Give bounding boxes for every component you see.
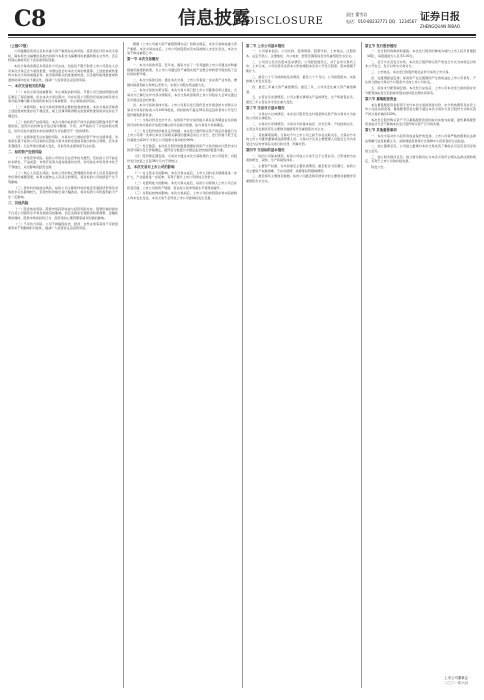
article-heading: 第二节 上市公司基本情况 xyxy=(246,43,285,48)
article-paragraph: 一、本次交易的背景。近年来，国家出台了一系列鼓励上市公司通过并购重组做优做强的政策，为上市公司通过资产重组实现产业整合和转型升级创造了良好的政策环境。 xyxy=(127,63,237,77)
article-paragraph: （一）对主营业务的影响。本次交易完成后，上市公司的业务规模将进一步扩大，产业链将进一步延伸，有利于提升上市公司的综合竞争力。 xyxy=(127,170,237,180)
article-heading: 二、标的资产经营风险 xyxy=(8,150,42,155)
article-paragraph: 二、独立董事意见。公司独立董事对本次交易发表了事前认可意见及同意的独立意见。 xyxy=(365,144,476,154)
article-paragraph: 一、发行股份的种类和面值。本次发行股份的种类为境内上市人民币普通股（A股），每股面值为人民币1.00元。 xyxy=(365,49,476,58)
article-paragraph: （三）对股权结构的影响。本次交易前后，上市公司的控股股东和实际控制人均未发生变化，本次交易不会导致上市公司控制权发生变更。 xyxy=(127,191,237,200)
signature-date: 二〇二一年六月 xyxy=(444,681,468,685)
column-2 xyxy=(127,42,237,688)
contact-line: 电话：010-80232771 QQ：1234567 xyxy=(346,19,417,24)
article-paragraph: （三）标的资产估值风险。本次交易的标的资产的评估值较其账面净资产增值较高，虽然评估机构在评估过程中勤勉、尽责，并严格执行了评估的相关规定，但仍可能出现因未来实际情况与评估假设不一致的情形。 xyxy=(8,119,118,134)
header-rule-thick xyxy=(8,34,476,36)
article-paragraph: （四）股份锁定期安排。交易对方通过本次交易取得的上市公司股份，自股份发行结束之日起36个月内不得转让。 xyxy=(127,154,237,163)
article-heading: 第六节 募集配套资金 xyxy=(365,96,397,101)
article-paragraph: 本次交易尚需满足多项条件方可完成，包括但不限于取得上市公司股东大会对本次交易正式方案的批准、中国证监会对本次交易的核准等。上述批准或核准均为本次交易的前提条件，能否取得相关的批准或核准，以及最终取得批准或核准的时间均存在不确定性，提请广大投资者注意投资风险。 xyxy=(8,64,118,83)
article-heading: 第一节 本次交易概况 xyxy=(127,57,159,62)
article-heading: 第三节 交易对方基本情况 xyxy=(246,106,285,111)
article-paragraph: 二、发行方式及发行对象。本次发行股份购买资产的发行方式为向特定对象非公开发行，发行对象为交易对方。 xyxy=(365,59,476,69)
newspaper-logo: 证券日报 xyxy=(420,12,460,23)
article-paragraph: 三、其他事项说明。交易对方与上市公司之间不存在关联关系，交易对方未向上市公司推荐董事或高级管理人员。交易对方及其主要管理人员最近五年内未受过与证券市场有关的行政处罚、刑事处罚。 xyxy=(246,132,356,146)
article-paragraph: 四、本次交易的具体方案。上市公司拟以发行股份及支付现金的方式购买交易对方持有的标的公司100%股权，同时拟向不超过35名特定投资者非公开发行股份募集配套资金。 xyxy=(127,103,237,117)
article-heading: 第五节 发行股份情况 xyxy=(365,43,397,48)
article-heading: 一、本次交易相关的风险 xyxy=(8,84,46,89)
article-paragraph: 五、主营业务发展情况。公司主要从事相关产品的研发、生产和销售业务，最近三年主营业务未发生重大变化。 xyxy=(246,95,356,104)
article-paragraph: （一）股价波动风险。股票市场投资收益与投资风险并存。股票价格的波动不仅受公司盈利水平和发展前景的影响，而且受国家宏观经济政策调整、金融政策的调控、股票市场的投机行为、投资者的心理预期等诸多因素的影响。 xyxy=(8,206,118,221)
signature-block xyxy=(384,676,468,686)
article-paragraph: （二）审批风险。本次交易尚需取得必要的批准或核准，本次交易能否取得上述批准或核准存在不确定性，就上述事项取得相关批准或核准的时间也存在不确定性。 xyxy=(8,104,118,119)
article-paragraph: （一）交易对价及支付方式。标的资产的交易价格以具有证券期货业务资格的评估机构出具的评估报告确认的评估值为依据，由交易各方协商确定。 xyxy=(127,118,237,127)
signature-company: 上市公司董事会 xyxy=(444,676,468,680)
section-title-en: DISCLOSURE xyxy=(246,16,324,27)
article-paragraph: 特此公告。 xyxy=(371,165,387,170)
article-paragraph: 三、本次交易的决策过程。本次交易方案已经上市公司董事会审议通过，交易对方已履行完毕内部决策程序，本次交易尚需取得上市公司股东大会审议通过及中国证监会的核准。 xyxy=(127,88,237,102)
article-paragraph: （一）市场竞争风险。标的公司所处行业竞争较为激烈，若标的公司不能在技术研发、产品质量、市场开拓等方面持续保持优势，则可能在市场竞争中处于不利地位，从而影响其经营业绩。 xyxy=(8,155,118,170)
article-paragraph: 二、公司设立及历次股本变动情况。公司经批准设立，并于证券交易所上市。上市以来，公司历经多次资本公积转增股本及非公开发行股票，股本规模不断扩大。 xyxy=(246,59,356,73)
article-paragraph: （二）核心人员流失风险。标的公司的核心管理团队和技术人员是其保持竞争优势的重要因素，如果出现核心人员流失的情况，将对标的公司的经营产生不利影响。 xyxy=(8,170,118,185)
article-paragraph: 二、主要资产权属、对外担保及主要负债情况。截至报告书签署日，标的公司主要资产权属清晰，不存在抵押、质押等权利限制情形。 xyxy=(246,164,356,173)
article-heading: （上接C7版） xyxy=(8,43,30,48)
article-heading: 三、其他风险 xyxy=(8,201,29,206)
column-divider xyxy=(242,42,243,688)
page-number: C8 xyxy=(14,6,46,32)
editor-line: 责任 董雪岩 xyxy=(346,12,368,17)
article-paragraph: （三）原材料价格波动风险。标的公司主要原材料价格受宏观经济形势及市场供求关系影响较大，若原材料价格出现大幅波动，将对标的公司的盈利能力产生一定影响。 xyxy=(8,185,118,199)
article-paragraph: 一、标的公司基本情况。标的公司成立以来专注于主营业务，已形成较为完善的研发、采购、生产和销售体系。 xyxy=(246,153,356,163)
page-header xyxy=(8,6,476,36)
article-paragraph: 三、最近两年主要财务数据。标的公司最近两年经审计的主要财务数据详见重组报告书全文。 xyxy=(246,174,356,183)
article-paragraph: 二、交易对方详细情况。交易对方的基本信息、历史沿革、产权控制关系、主营业务发展状况及主要财务数据等详见重组报告书全文。 xyxy=(246,122,356,131)
article-paragraph: 公司提醒投资者注意本次重大资产重组存在的风险，投资者在评价本次交易时，除本报告书摘要的其他内容和与本报告书摘要同时披露的相关文件外，还应特别认真地考虑下述各项风险因素。 xyxy=(8,49,118,63)
article-paragraph: 一、公司基本信息。公司名称、股票简称、股票代码、上市地点、注册资本、法定代表人、注册地址、办公地址、经营范围等信息详见重组报告书全文。 xyxy=(246,49,356,58)
article-heading: 五、本次交易对上市公司的影响 xyxy=(127,164,175,169)
article-paragraph: 本次发行股份购买资产不以募集配套资金的成功实施为前提，最终募集配套资金成功与否不影响本次发行股份购买资产行为的实施。 xyxy=(365,117,476,127)
article-heading: 第四节 交易标的基本情况 xyxy=(246,147,285,152)
article-paragraph: 三、最近六十个月控制权变动情况。最近六十个月内，公司控股股东、实际控制人未发生变化。 xyxy=(246,74,356,84)
column-1 xyxy=(8,42,118,688)
article-paragraph: （四）业绩承诺无法实现的风险。交易对方已就标的资产作出业绩承诺，该承诺系基于标的公司目前的运营能力和未来的发展前景做出的综合判断，若未来宏观经济、行业环境出现重大变化，可能导致业绩承诺无法实现。 xyxy=(8,134,118,148)
article-paragraph: （二）对盈利能力的影响。本次交易完成后，标的公司将纳入上市公司合并报表范围，上市公司的资产规模、营业收入和净利润水平将得到提升。 xyxy=(127,180,237,190)
article-paragraph: 五、滚存未分配利润安排。本次发行完成后，上市公司本次发行前的滚存未分配利润由发行后的新老股东按持股比例共同享有。 xyxy=(365,86,476,95)
column-divider xyxy=(123,42,124,688)
article-paragraph: 四、过渡期损益安排。标的资产在过渡期间产生的收益由上市公司享有，产生的亏损由交易对方以现金方式向上市公司补足。 xyxy=(365,75,476,85)
article-paragraph: 二、本次交易的目的。通过本次交易，上市公司将进一步完善产业布局，增强持续盈利能力和核心竞争力，实现公司股东利益最大化。 xyxy=(127,78,237,87)
section-title: 信息披露 xyxy=(178,8,250,29)
article-paragraph: 三、独立财务顾问意见。独立财务顾问认为本次交易符合相关法律法规的规定，有利于上市公司的持续发展。 xyxy=(365,154,476,164)
article-paragraph: 四、最近三年重大资产重组情况。最近三年，公司未发生重大资产重组事项。 xyxy=(246,85,356,94)
article-paragraph: 三、上市地点。本次发行的股份将在证券交易所上市交易。 xyxy=(371,70,452,75)
article-paragraph: （三）发行数量。本次发行股份的数量根据标的资产交易价格中以股份支付的部分除以发行价格确定，最终发行数量以中国证监会核准的数量为准。 xyxy=(127,143,237,153)
article-paragraph: （二）不可抗力风险。公司不排除因政治、经济、自然灾害等其他不可控因素带来不利影响的可能性，提请广大投资者注意投资风险。 xyxy=(8,221,118,231)
article-paragraph: 本次募集配套资金拟用于支付本次交易的现金对价、中介机构费用及补充上市公司流动资金等，募集配套资金总额不超过本次交易中以发行股份方式购买资产的交易价格的100%。 xyxy=(365,102,476,116)
article-paragraph: 一、交易对方总体情况。本次发行股份及支付现金购买资产的交易对方为标的公司的全体股东。 xyxy=(246,111,356,121)
header-rule-thin xyxy=(8,37,476,38)
article-paragraph: （二）发行股份的价格及定价依据。本次发行股份购买资产的定价基准日为上市公司第一次审议本次交易相关事项的董事会决议公告日，发行价格不低于定价基准日前20个交易日公司股票交易均价的90%。 xyxy=(127,128,237,142)
column-4 xyxy=(365,42,476,688)
column-3 xyxy=(246,42,356,688)
newspaper-logo-sub: ZHENGQUAN RIBAO xyxy=(420,24,460,29)
article-paragraph: 根据《上市公司重大资产重组管理办法》的相关规定，本次交易构成重大资产重组。本次交易完成后，上市公司控股股东及实际控制人未发生变化，本次交易不构成重组上市。 xyxy=(127,42,237,56)
article-paragraph: 一、本次交易对中小投资者权益保护的安排。上市公司将严格按照相关法律法规履行信息披露义务，采取网络投票等方式保障中小投资者的合法权益。 xyxy=(365,134,476,143)
article-columns xyxy=(8,42,476,692)
article-paragraph: （一）本次交易可能被暂停、中止或取消的风险。尽管公司已经按照相关规定制定了保密措施，但在本次交易过程中，仍存在因公司股价异常波动或异常交易可能涉嫌内幕交易而致使本次交易被暂停、中止或取消的可能。 xyxy=(8,89,118,104)
article-heading: 第七节 其他重要事项 xyxy=(365,128,397,133)
column-divider xyxy=(361,42,362,688)
